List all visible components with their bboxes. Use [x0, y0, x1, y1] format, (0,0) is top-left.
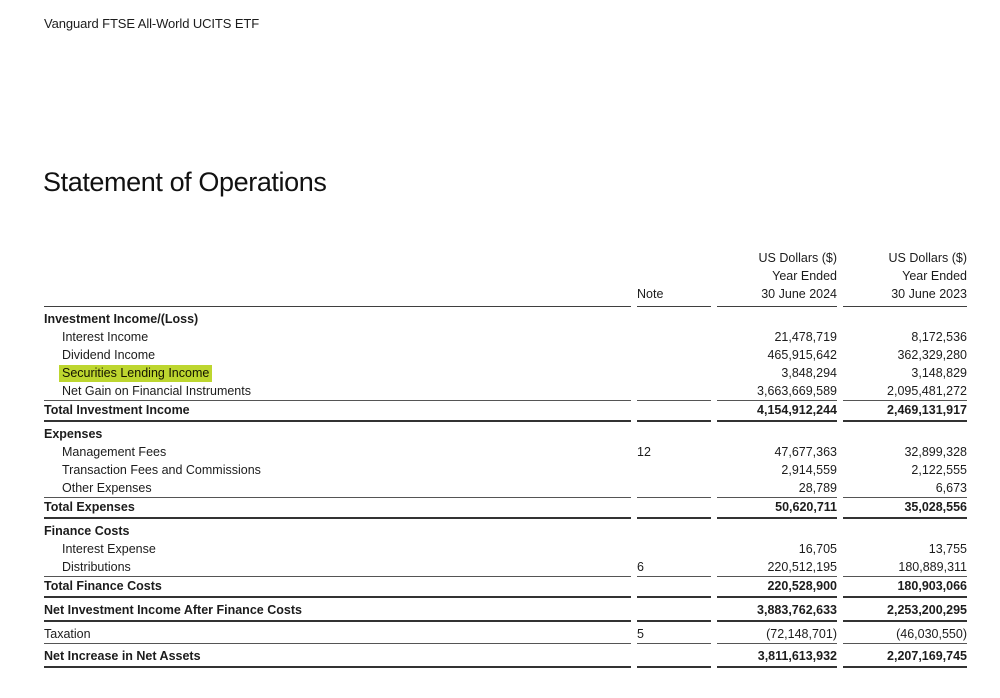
cell-2023: 2,122,555 [911, 463, 967, 477]
header-date-2024: 30 June 2024 [717, 285, 837, 307]
cell-2024: 2,914,559 [781, 463, 837, 477]
cell-note [637, 401, 711, 422]
cell-2023 [843, 422, 967, 443]
cell-label: Transaction Fees and Commissions [62, 463, 261, 477]
cell-note [637, 577, 711, 598]
row-other-expenses [44, 479, 967, 498]
header-row-period [44, 267, 967, 285]
cell-label: Management Fees [62, 445, 167, 459]
cell-2023: 8,172,536 [911, 330, 967, 344]
cell-2023: 2,207,169,745 [843, 644, 967, 668]
cell-label: Total Finance Costs [44, 577, 631, 598]
cell-2023: 362,329,280 [897, 348, 967, 362]
cell-label: Expenses [44, 427, 103, 441]
header-row-date [44, 285, 967, 307]
header-note-label: Note [637, 285, 711, 307]
row-taxation [44, 622, 967, 644]
cell-note [637, 307, 711, 328]
cell-label: Finance Costs [44, 524, 130, 538]
cell-note [637, 479, 711, 498]
row-net-gain-on-financial-instruments [44, 382, 967, 401]
row-interest-expense [44, 540, 967, 558]
cell-label: Other Expenses [44, 479, 631, 498]
cell-note [637, 540, 711, 558]
cell-2023: 2,469,131,917 [843, 401, 967, 422]
cell-label: Total Investment Income [44, 401, 631, 422]
cell-label: Taxation [44, 622, 631, 644]
cell-note [637, 422, 711, 443]
header-currency-2023: US Dollars ($) [888, 251, 967, 265]
header-period-2024: Year Ended [772, 269, 837, 283]
cell-label: Net Investment Income After Finance Costs [44, 598, 631, 622]
cell-label: Distributions [44, 558, 631, 577]
cell-2024: 4,154,912,244 [717, 401, 837, 422]
cell-2023: (46,030,550) [843, 622, 967, 644]
cell-note [637, 461, 711, 479]
cell-2024: 3,883,762,633 [717, 598, 837, 622]
cell-2023: 6,673 [843, 479, 967, 498]
cell-2024: 465,915,642 [767, 348, 837, 362]
header-period-2023: Year Ended [902, 269, 967, 283]
cell-note [637, 364, 711, 382]
cell-empty [637, 249, 711, 267]
statement-table [38, 249, 973, 668]
cell-2023: 180,889,311 [843, 558, 967, 577]
cell-note: 5 [637, 622, 711, 644]
cell-2024 [717, 422, 837, 443]
cell-label: Net Gain on Financial Instruments [44, 382, 631, 401]
page-title: Statement of Operations [43, 167, 327, 197]
cell-2024: 47,677,363 [774, 445, 837, 459]
highlight-annotation: Securities Lending Income [59, 365, 212, 382]
cell-2024: 220,512,195 [717, 558, 837, 577]
cell-2024: 220,528,900 [717, 577, 837, 598]
cell-2024: 21,478,719 [774, 330, 837, 344]
row-distributions [44, 558, 967, 577]
row-finance-costs [44, 519, 967, 540]
cell-label: Net Increase in Net Assets [44, 644, 631, 668]
row-total-expenses [44, 498, 967, 519]
header-row-currency [44, 249, 967, 267]
cell-2024: 16,705 [798, 542, 837, 556]
cell-note [637, 382, 711, 401]
row-transaction-fees-and-commissions [44, 461, 967, 479]
cell-note: 6 [637, 558, 711, 577]
cell-note: 12 [637, 445, 651, 459]
header-currency-2024: US Dollars ($) [758, 251, 837, 265]
table-body [44, 307, 967, 668]
cell-note [637, 644, 711, 668]
header-date-2023: 30 June 2023 [843, 285, 967, 307]
row-management-fees [44, 443, 967, 461]
row-total-finance-costs [44, 577, 967, 598]
cell-label: Dividend Income [62, 348, 156, 362]
cell-2024: (72,148,701) [717, 622, 837, 644]
row-dividend-income [44, 346, 967, 364]
cell-2023: 2,095,481,272 [843, 382, 967, 401]
cell-label [44, 364, 631, 382]
row-interest-income [44, 328, 967, 346]
cell-label: Interest Expense [62, 542, 156, 556]
cell-empty [44, 267, 631, 285]
cell-2024: 3,811,613,932 [717, 644, 837, 668]
cell-note [637, 328, 711, 346]
table-header [44, 249, 967, 307]
row-net-investment-income-after-finance-costs [44, 598, 967, 622]
row-securities-lending-income [44, 364, 967, 382]
cell-2023 [843, 307, 967, 328]
row-investment-income-loss [44, 307, 967, 328]
row-net-increase-in-net-assets [44, 644, 967, 668]
cell-2023: 35,028,556 [843, 498, 967, 519]
cell-empty [44, 249, 631, 267]
cell-2024: 28,789 [717, 479, 837, 498]
cell-2023: 3,148,829 [911, 366, 967, 380]
cell-empty [44, 285, 631, 307]
cell-2023: 32,899,328 [904, 445, 967, 459]
cell-note [637, 346, 711, 364]
cell-label: Total Expenses [44, 498, 631, 519]
cell-note [637, 519, 711, 540]
cell-note [637, 498, 711, 519]
cell-2024 [717, 307, 837, 328]
fund-name: Vanguard FTSE All-World UCITS ETF [44, 16, 260, 31]
row-total-investment-income [44, 401, 967, 422]
cell-2023 [843, 519, 967, 540]
cell-label: Investment Income/(Loss) [44, 312, 199, 326]
cell-2023: 180,903,066 [843, 577, 967, 598]
statement-of-operations-table [38, 249, 973, 668]
cell-2024 [717, 519, 837, 540]
cell-2024: 50,620,711 [717, 498, 837, 519]
cell-empty [637, 267, 711, 285]
cell-2024: 3,848,294 [781, 366, 837, 380]
row-expenses [44, 422, 967, 443]
cell-2023: 2,253,200,295 [843, 598, 967, 622]
cell-2023: 13,755 [928, 542, 967, 556]
cell-2024: 3,663,669,589 [717, 382, 837, 401]
cell-note [637, 598, 711, 622]
cell-label: Interest Income [62, 330, 149, 344]
